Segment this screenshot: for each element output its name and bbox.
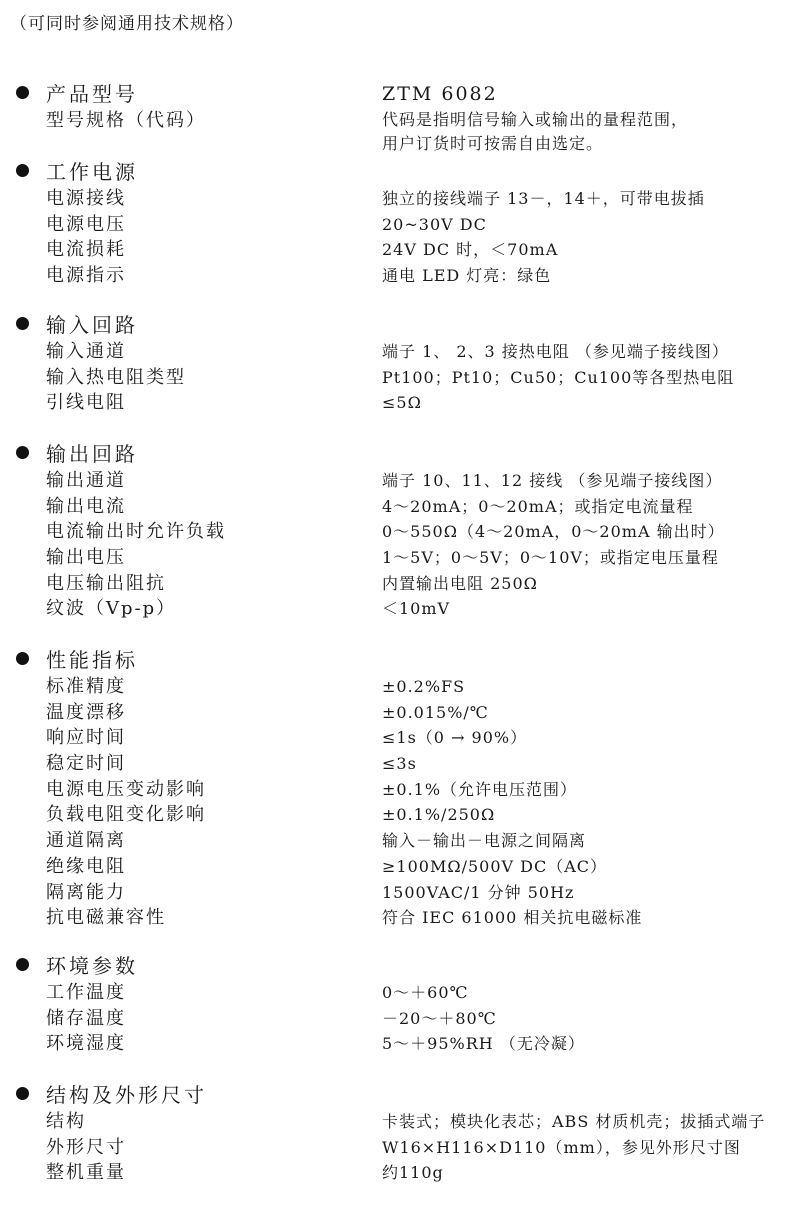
spec-label: 外形尺寸 [46,1136,126,1158]
spec-label: 温度漂移 [46,701,126,723]
spec-value: ＜10mV [382,599,451,619]
spec-value: 0～＋60℃ [382,983,469,1002]
section-power-supply [0,158,790,289]
spec-row [0,494,790,520]
spec-label: 整机重量 [46,1162,126,1184]
spec-label: 隔离能力 [46,881,126,903]
spec-row [0,1135,790,1161]
spec-row [0,828,790,854]
spec-row [0,1006,790,1032]
section-title: 环境参数 [46,954,138,978]
spec-label: 输出电流 [46,495,126,517]
spec-label: 型号规格（代码） [46,110,206,131]
spec-value: 内置输出电阻 250Ω [382,573,538,593]
spec-label: 电源电压变动影响 [46,778,206,800]
spec-row [0,571,790,597]
spec-row [0,468,790,494]
section-title: 结构及外形尺寸 [46,1083,207,1107]
bullet-icon [16,446,29,459]
spec-row [0,980,790,1006]
section-title: 输入回路 [46,313,138,337]
spec-value: ≤3s [382,754,417,774]
spec-row [0,725,790,751]
spec-label: 通道隔离 [46,830,126,852]
section-environment [0,952,790,1057]
spec-row [0,339,790,365]
bullet-icon [16,652,29,665]
spec-row [0,905,790,931]
section-header [0,80,790,108]
spec-row [0,186,790,212]
section-header [0,1081,790,1109]
spec-label: 电源电压 [46,213,126,235]
spec-label: 电流输出时允许负载 [46,521,226,543]
spec-value: ≤1s（0 → 90%） [382,728,528,748]
spec-label: 输出电压 [46,547,126,569]
section-header [0,952,790,980]
model-number: ZTM 6082 [382,83,498,105]
spec-row [0,263,790,289]
spec-label: 电源指示 [46,265,126,287]
spec-label: 电压输出阻抗 [46,572,166,594]
bullet-icon [16,164,29,177]
spec-row [0,1109,790,1135]
section-structure-dimensions [0,1081,790,1186]
spec-value: 独立的接线端子 13－，14＋，可带电拔插 [382,189,705,208]
spec-label: 稳定时间 [46,753,126,775]
spec-label: 结构 [46,1111,86,1132]
spec-row [0,365,790,391]
spec-row [0,854,790,880]
spec-value: 输入－输出－电源之间隔离 [382,831,587,851]
spec-row [0,777,790,803]
section-product-model [0,80,790,158]
spec-value: 约110g [382,1163,444,1183]
reference-note: （可同时参阅通用技术规格） [10,14,244,34]
spec-label: 抗电磁兼容性 [46,907,166,929]
spec-row [0,545,790,571]
spec-value: Pt100；Pt10；Cu50；Cu100等各型热电阻 [382,367,735,387]
spec-label: 响应时间 [46,727,126,749]
spec-value: ±0.2%FS [382,677,466,696]
spec-value: ±0.1%/250Ω [382,805,496,825]
section-header [0,440,790,468]
section-title: 产品型号 [46,82,138,106]
spec-row [0,596,790,622]
section-title: 工作电源 [46,160,138,184]
spec-label: 输入热电阻类型 [46,366,186,388]
spec-value: 通电 LED 灯亮：绿色 [382,266,552,286]
spec-value: 0～550Ω（4～20mA，0～20mA 输出时） [382,522,725,542]
spec-row [0,390,790,416]
spec-value: 4～20mA；0～20mA；或指定电流量程 [382,496,694,516]
spec-label: 纹波（Vp-p） [46,598,177,620]
spec-value: ±0.1%（允许电压范围） [382,779,578,799]
bullet-icon [16,1087,29,1100]
spec-value: 端子 10、11、12 接线 （参见端子接线图） [382,471,723,490]
spec-label: 输出通道 [46,470,126,491]
spec-label: 输入通道 [46,341,126,362]
spec-value: 5～＋95%RH （无冷凝） [382,1034,585,1054]
spec-row [0,751,790,777]
spec-value: 端子 1、 2、3 接热电阻 （参见端子接线图） [382,342,729,361]
spec-row [0,212,790,238]
section-output-circuit [0,440,790,622]
section-title: 性能指标 [46,648,138,672]
spec-value: ±0.015%/℃ [382,702,489,722]
section-input-circuit [0,311,790,416]
bullet-icon [16,958,29,971]
spec-row [0,1031,790,1057]
spec-row [0,1160,790,1186]
spec-label: 电源接线 [46,188,126,209]
spec-row [0,700,790,726]
spec-value: 符合 IEC 61000 相关抗电磁标准 [382,908,643,928]
bullet-icon [16,317,29,330]
spec-row [0,880,790,906]
section-performance [0,646,790,931]
spec-row [0,519,790,545]
section-header [0,158,790,186]
spec-value: W16×H116×D110（mm），参见外形尺寸图 [382,1137,741,1157]
spec-label: 电流损耗 [46,239,126,261]
section-title: 输出回路 [46,442,138,466]
spec-label: 储存温度 [46,1007,126,1029]
spec-label: 负载电阻变化影响 [46,804,206,826]
spec-value: 24V DC 时，＜70mA [382,240,559,260]
spec-label: 引线电阻 [46,392,126,414]
spec-label: 标准精度 [46,676,126,697]
spec-row [0,237,790,263]
spec-value: 1～5V；0～5V；0～10V；或指定电压量程 [382,548,719,568]
spec-value: 卡装式；模块化表芯；ABS 材质机壳；拔插式端子 [382,1112,766,1131]
spec-value: 20~30V DC [382,214,487,234]
spec-label: 绝缘电阻 [46,855,126,877]
section-header [0,311,790,339]
spec-value: ≥100MΩ/500V DC（AC） [382,856,608,876]
spec-value: ≤5Ω [382,393,422,413]
spec-row [0,108,790,158]
spec-row [0,674,790,700]
bullet-icon [16,86,29,99]
spec-value: －20～＋80℃ [382,1008,497,1028]
spec-row [0,802,790,828]
spec-value: 1500VAC/1 分钟 50Hz [382,882,575,902]
spec-label: 环境湿度 [46,1033,126,1055]
spec-label: 工作温度 [46,982,126,1003]
section-header [0,646,790,674]
spec-value: 代码是指明信号输入或输出的量程范围， 用户订货时可按需自由选定。 [382,110,689,153]
